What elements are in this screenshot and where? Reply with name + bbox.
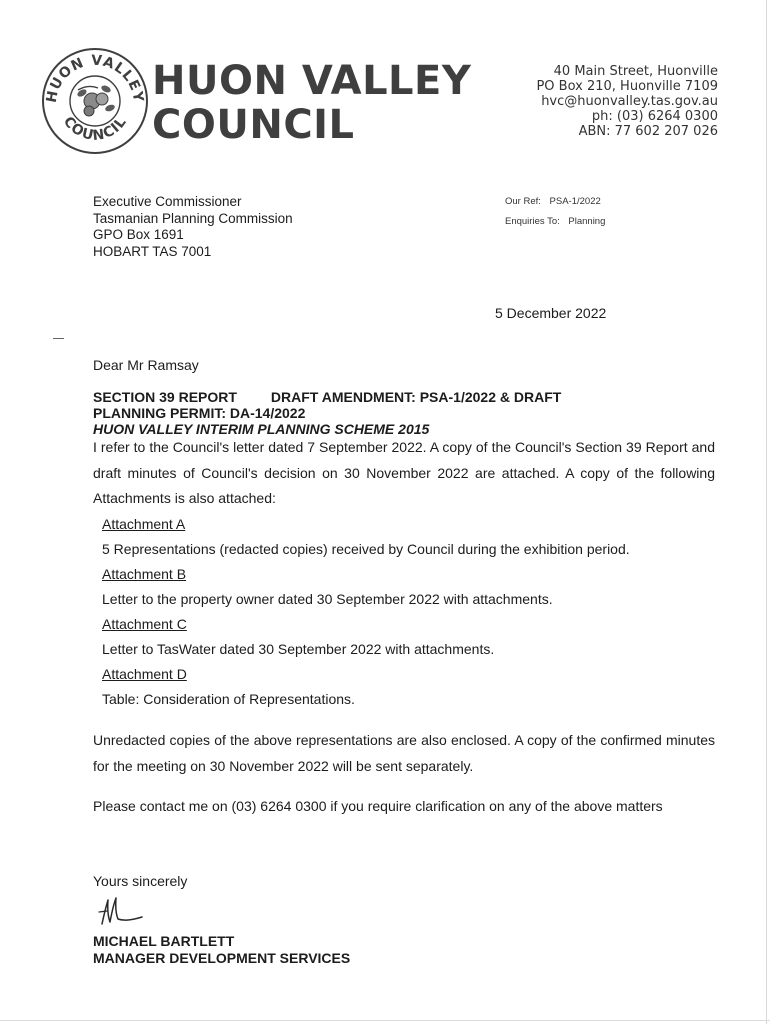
- our-ref-label: Our Ref:: [505, 196, 541, 207]
- subject-section: SECTION 39 REPORT: [93, 389, 237, 405]
- enquiries-row: [505, 216, 605, 236]
- enquiries-label: Enquiries To:: [505, 216, 560, 227]
- contact-po-box: PO Box 210, Huonville 7109: [536, 79, 718, 94]
- attachment-description: Table: Consideration of Representations.: [102, 691, 355, 707]
- contact-abn: ABN: 77 602 207 026: [578, 124, 718, 139]
- recipient-line: HOBART TAS 7001: [93, 243, 212, 259]
- enquiries-value: Planning: [568, 216, 606, 227]
- council-name-line2: COUNCIL: [152, 102, 355, 148]
- page-edge-right: [766, 0, 767, 1024]
- our-ref-value: PSA-1/2022: [549, 196, 601, 207]
- fold-mark: [53, 338, 64, 339]
- attachment-description: Letter to TasWater dated 30 September 2022 with attachments.: [102, 641, 495, 657]
- attachment-title: Attachment C: [102, 616, 187, 632]
- our-ref-row: [505, 196, 605, 216]
- letter-date: 5 December 2022: [495, 305, 607, 321]
- council-seal-logo: [40, 46, 150, 156]
- seal-text-bottom: COUNCIL: [59, 113, 131, 145]
- subject-amendment: DRAFT AMENDMENT: PSA-1/2022 & DRAFT: [270, 389, 562, 405]
- attachments-list: [102, 512, 630, 712]
- svg-text:COUNCIL: [60, 114, 130, 144]
- reference-block: [505, 196, 605, 236]
- contact-street: 40 Main Street, Huonville: [553, 64, 718, 79]
- attachment-title: Attachment B: [102, 566, 187, 582]
- subject-line-2: PLANNING PERMIT: DA-14/2022: [93, 405, 306, 421]
- contact-block: [536, 64, 718, 139]
- signer-name: MICHAEL BARTLETT: [93, 933, 235, 949]
- recipient-address: [93, 194, 293, 260]
- recipient-line: GPO Box 1691: [93, 227, 184, 242]
- closing: Yours sincerely: [93, 873, 188, 889]
- attachment-title: Attachment D: [102, 666, 187, 682]
- contact-email: hvc@huonvalley.tas.gov.au: [541, 94, 718, 109]
- page-edge-bottom: [0, 1020, 770, 1021]
- signer-title: MANAGER DEVELOPMENT SERVICES: [93, 950, 351, 966]
- attachment-description: Letter to the property owner dated 30 September 2022 with attachments.: [102, 591, 553, 607]
- intro-paragraph: I refer to the Council's letter dated 7 September 2022. A copy of the Council's Section 39 Report and draft minutes of Council's decision on 30 November 2022 are attached. A copy of the following Attachments is also attached:: [93, 439, 715, 506]
- apple-branch-icon: [76, 84, 116, 116]
- contact-paragraph: Please contact me on (03) 6264 0300 if you require clarification on any of the above matters: [93, 798, 663, 814]
- unredacted-copies-paragraph: Unredacted copies of the above representations are also enclosed. A copy of the confirmed minutes for the meeting on 30 November 2022 will be sent separately.: [93, 732, 715, 774]
- council-name-line1: HUON VALLEY: [152, 58, 472, 104]
- signature-icon: [96, 892, 148, 930]
- subject-line-1: [93, 389, 713, 405]
- recipient-line: Executive Commissioner: [93, 194, 242, 209]
- attachment-description: 5 Representations (redacted copies) received by Council during the exhibition period.: [102, 541, 630, 557]
- attachment-title: Attachment A: [102, 516, 186, 532]
- contact-phone: ph: (03) 6264 0300: [591, 109, 718, 124]
- seal-text-top: HUON VALLEY: [43, 52, 147, 104]
- subject-line-3: HUON VALLEY INTERIM PLANNING SCHEME 2015: [93, 421, 430, 437]
- salutation: Dear Mr Ramsay: [93, 357, 199, 373]
- signer-block: [93, 933, 350, 967]
- recipient-line: Tasmanian Planning Commission: [93, 210, 293, 226]
- subject-heading: [93, 389, 713, 437]
